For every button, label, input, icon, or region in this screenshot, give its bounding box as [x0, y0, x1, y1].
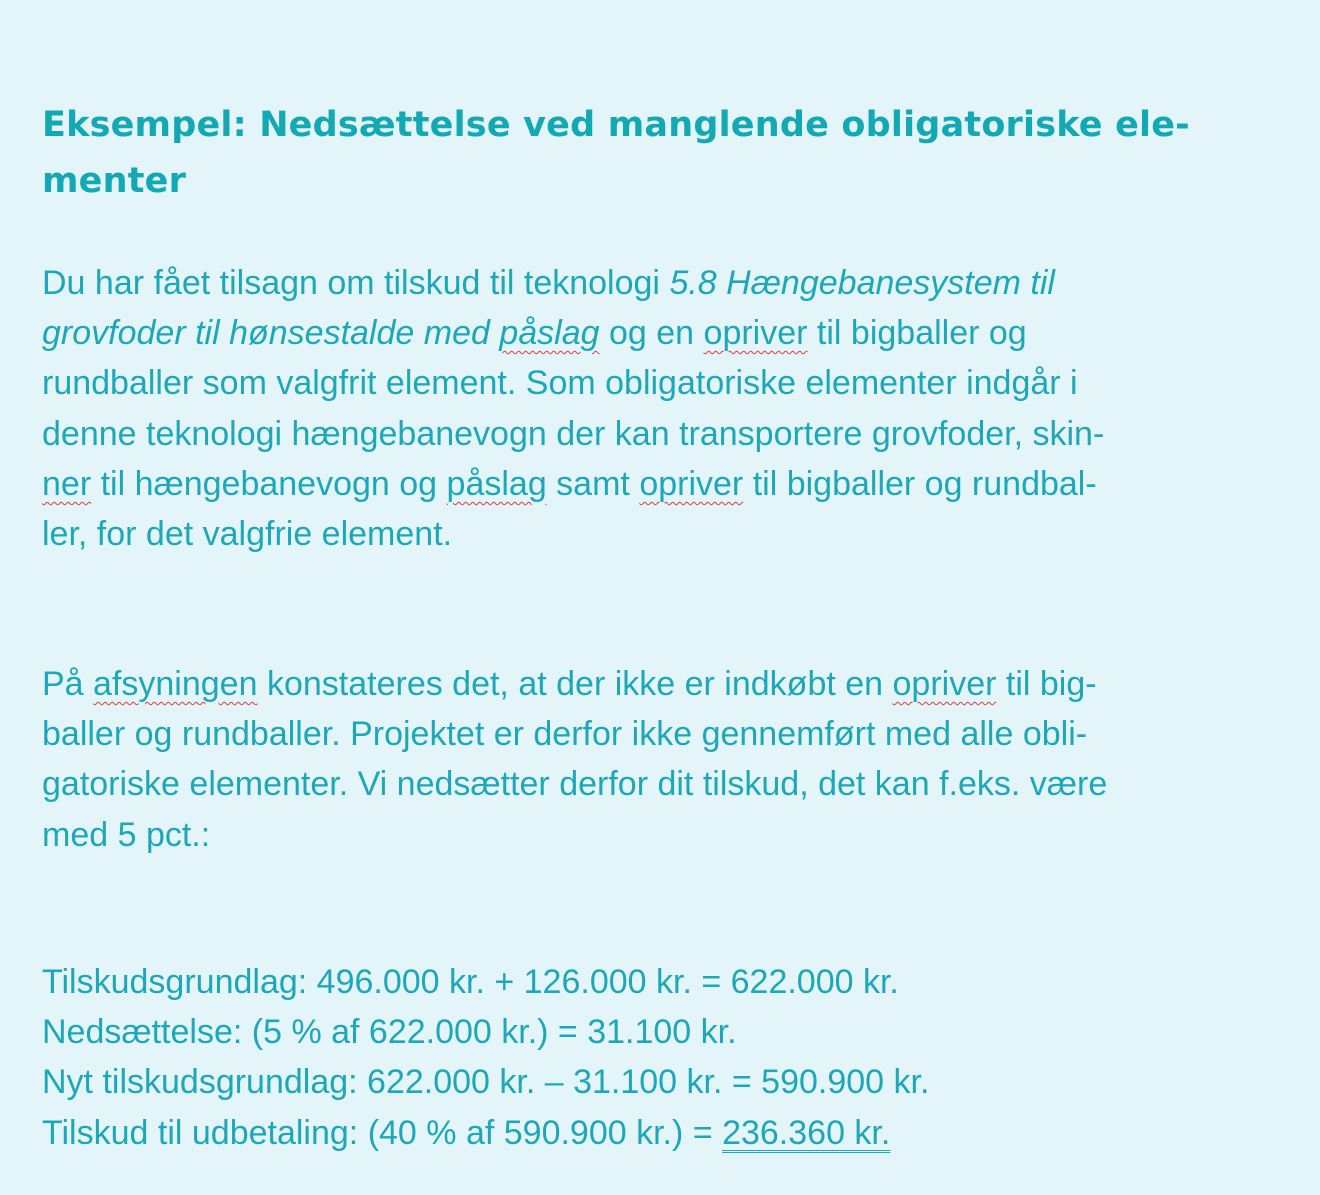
- p2-text: til big-: [996, 665, 1097, 703]
- spellcheck-word-afsyningen: afsyningen: [93, 665, 258, 703]
- p1-text: til bigballer og: [807, 314, 1027, 353]
- payout-result: 236.360 kr.: [722, 1113, 891, 1152]
- p1-line-1: [42, 258, 1282, 308]
- p1-line-6: ler, for det valgfrie element.: [42, 515, 453, 554]
- payout-label: Tilskud til udbetaling: (40 % af 590.900 kr.) =: [42, 1113, 723, 1152]
- p2-line-2: baller og rundballer. Projektet er derfor ikke gennemført med alle obli-: [42, 715, 1088, 754]
- p1-text: til hængebanevogn og: [91, 464, 447, 503]
- spellcheck-word-opriver: opriver: [892, 665, 997, 703]
- p1-line-5: [42, 459, 1282, 509]
- p1-line-2: [42, 308, 1282, 358]
- p1-text: og en: [599, 314, 704, 353]
- p1-text: Du har fået tilsagn om tilskud til teknologi: [42, 264, 670, 302]
- calc-line-grant-basis: Tilskudsgrundlag: 496.000 kr. + 126.000 kr. = 622.000 kr.: [42, 963, 899, 1001]
- p2-line-1: [42, 659, 1282, 709]
- calc-line-payout: [42, 1108, 1282, 1158]
- p2-text: På: [42, 665, 94, 703]
- p2-text: konstateres det, at der ikke er indkøbt en: [257, 665, 893, 703]
- p1-line-3: rundballer som valgfrit element. Som obligatoriske elementer indgår i: [42, 364, 1078, 403]
- p1-line-4: denne teknologi hængebanevogn der kan transportere grovfoder, skin-: [42, 414, 1105, 453]
- spellcheck-word-ner: ner: [42, 464, 92, 503]
- technology-name-italic-cont: grovfoder til hønsestalde med: [42, 314, 500, 353]
- heading-line-1: Eksempel: Nedsættelse ved manglende obligatoriske ele-: [42, 105, 1190, 145]
- calculation-block: [42, 957, 1282, 1158]
- example-heading: [42, 97, 1282, 209]
- spellcheck-word-paslag: påslag: [446, 464, 547, 503]
- p1-text: til bigballer og rundbal-: [743, 464, 1097, 503]
- p1-text: samt: [546, 464, 640, 503]
- spellcheck-word-opriver: opriver: [639, 464, 744, 503]
- heading-line-2: menter: [42, 161, 187, 201]
- calc-line-new-basis: Nyt tilskudsgrundlag: 622.000 kr. – 31.100 kr. = 590.900 kr.: [42, 1063, 930, 1102]
- paragraph-inspection: [42, 659, 1282, 860]
- spellcheck-word-opriver: opriver: [703, 314, 808, 353]
- technology-name-italic: 5.8 Hængebanesystem til: [669, 264, 1055, 302]
- paragraph-grant-description: [42, 258, 1282, 559]
- calc-line-reduction: Nedsættelse: (5 % af 622.000 kr.) = 31.100 kr.: [42, 1013, 737, 1052]
- spellcheck-word-paslag: påslag: [499, 314, 600, 353]
- p2-line-3: gatoriske elementer. Vi nedsætter derfor dit tilskud, det kan f.eks. være: [42, 765, 1108, 804]
- p2-line-4: med 5 pct.:: [42, 815, 211, 854]
